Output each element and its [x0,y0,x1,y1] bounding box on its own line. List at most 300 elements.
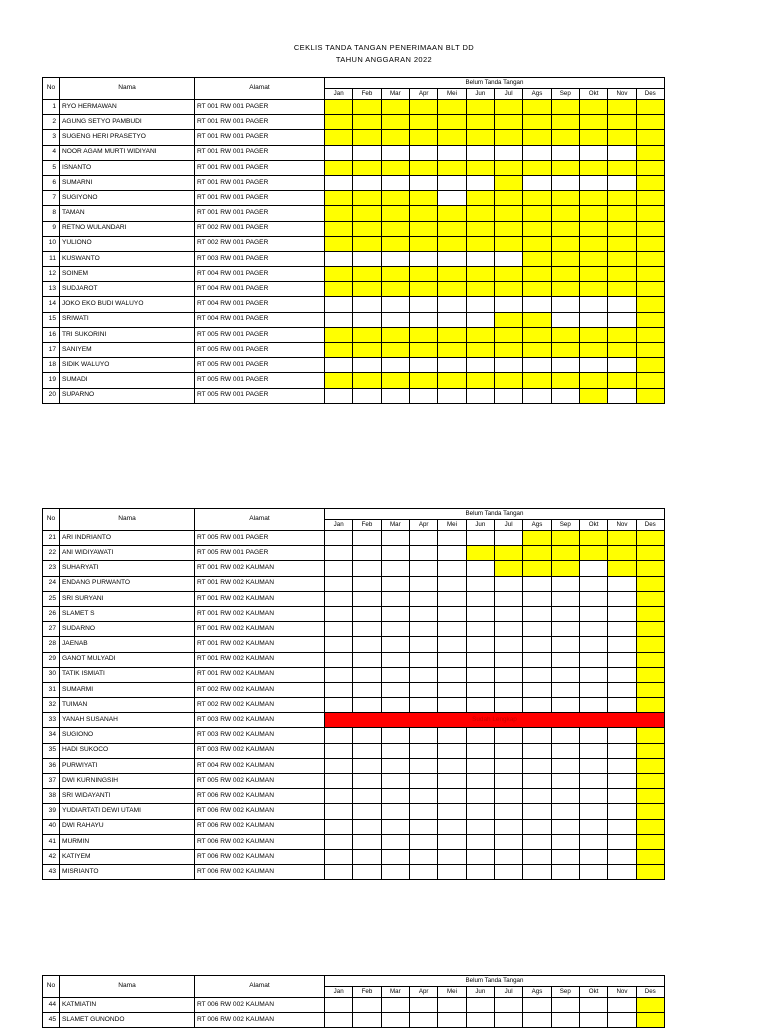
month-cell-highlighted [325,267,353,282]
month-cell-highlighted [353,343,381,358]
row-address: RT 005 RW 001 PAGER [195,531,325,546]
header-month: Okt [579,520,607,531]
month-cell [325,388,353,403]
month-cell [466,728,494,743]
month-cell-highlighted [353,373,381,388]
month-cell [551,698,579,713]
month-cell-highlighted [551,191,579,206]
month-cell [409,1013,437,1028]
row-number: 27 [43,622,60,637]
month-cell [353,637,381,652]
month-cell-highlighted [636,682,664,697]
table-row [43,804,665,819]
month-cell [353,251,381,266]
month-cell-highlighted [551,546,579,561]
month-cell-highlighted [636,774,664,789]
month-cell [438,728,466,743]
row-address: RT 006 RW 002 KAUMAN [195,804,325,819]
month-cell-highlighted [409,191,437,206]
month-cell [353,789,381,804]
month-cell [381,819,409,834]
row-address: RT 002 RW 001 PAGER [195,236,325,251]
month-cell [438,667,466,682]
month-cell [438,1013,466,1028]
table-row [43,100,665,115]
month-cell [551,743,579,758]
month-cell-highlighted [636,743,664,758]
month-cell [353,606,381,621]
table-row [43,622,665,637]
month-cell [466,789,494,804]
month-cell [608,637,636,652]
month-cell-highlighted [494,312,522,327]
month-cell-highlighted [608,267,636,282]
month-cell-highlighted [579,267,607,282]
month-cell [608,388,636,403]
row-number: 44 [43,998,60,1013]
month-cell-highlighted [325,115,353,130]
month-cell [494,1013,522,1028]
month-cell [381,743,409,758]
row-number: 24 [43,576,60,591]
table-row [43,789,665,804]
month-cell-highlighted [579,115,607,130]
month-cell [381,758,409,773]
table-row [43,834,665,849]
row-number: 31 [43,682,60,697]
month-cell [494,606,522,621]
month-cell [325,682,353,697]
table-row [43,652,665,667]
row-address: RT 004 RW 001 PAGER [195,297,325,312]
month-cell [409,849,437,864]
month-cell [438,388,466,403]
table-row [43,713,665,728]
row-number: 25 [43,591,60,606]
month-cell [466,561,494,576]
month-cell-highlighted [353,115,381,130]
month-cell [353,388,381,403]
row-name: SRI SURYANI [60,591,195,606]
month-cell [409,388,437,403]
month-cell [438,622,466,637]
row-address: RT 001 RW 002 KAUMAN [195,561,325,576]
month-cell-highlighted [579,130,607,145]
month-cell-highlighted [325,206,353,221]
month-cell [409,865,437,880]
month-cell [438,191,466,206]
month-cell-highlighted [608,221,636,236]
month-cell [466,312,494,327]
month-cell-highlighted [494,221,522,236]
month-cell-highlighted [325,100,353,115]
month-cell [353,682,381,697]
row-address: RT 006 RW 002 KAUMAN [195,865,325,880]
month-cell [438,251,466,266]
month-cell-highlighted [494,561,522,576]
table-row [43,591,665,606]
month-cell [381,312,409,327]
month-cell-highlighted [494,546,522,561]
month-cell-highlighted [636,100,664,115]
month-cell [579,865,607,880]
month-cell-highlighted [409,221,437,236]
row-address: RT 005 RW 001 PAGER [195,343,325,358]
month-cell [353,834,381,849]
month-cell-highlighted [409,130,437,145]
month-cell [381,834,409,849]
month-cell [494,667,522,682]
row-number: 10 [43,236,60,251]
document-subtitle: TAHUN ANGGARAN 2022 [335,55,433,64]
month-cell [325,774,353,789]
table-row [43,1013,665,1028]
month-cell-highlighted [636,145,664,160]
month-cell-highlighted [523,312,551,327]
month-cell [579,698,607,713]
row-number: 20 [43,388,60,403]
month-cell [381,849,409,864]
month-cell [466,145,494,160]
row-address: RT 001 RW 002 KAUMAN [195,652,325,667]
month-cell [466,758,494,773]
month-cell-highlighted [438,343,466,358]
month-cell [608,804,636,819]
month-cell [608,743,636,758]
month-cell [523,637,551,652]
month-cell [494,819,522,834]
month-cell [438,591,466,606]
month-cell [438,804,466,819]
month-cell-highlighted [494,175,522,190]
month-cell-highlighted [579,251,607,266]
month-cell [494,728,522,743]
month-cell-highlighted [494,343,522,358]
month-cell [409,682,437,697]
month-cell [608,698,636,713]
row-number: 37 [43,774,60,789]
month-cell-highlighted [636,606,664,621]
row-name: ANI WIDIYAWATI [60,546,195,561]
month-cell [579,682,607,697]
month-cell [494,358,522,373]
month-cell-highlighted [608,282,636,297]
month-cell [523,576,551,591]
month-cell [523,667,551,682]
row-number: 38 [43,789,60,804]
header-month: Mar [381,520,409,531]
table-row [43,698,665,713]
month-cell [409,774,437,789]
month-cell [608,175,636,190]
month-cell [325,998,353,1013]
row-number: 32 [43,698,60,713]
month-cell [523,1013,551,1028]
header-month: Sep [551,987,579,998]
month-cell [353,698,381,713]
row-number: 9 [43,221,60,236]
month-cell [466,698,494,713]
month-cell [466,743,494,758]
month-cell-highlighted [438,267,466,282]
month-cell [551,865,579,880]
month-cell [353,998,381,1013]
month-cell [608,591,636,606]
row-address: RT 001 RW 001 PAGER [195,115,325,130]
month-cell [466,804,494,819]
row-number: 7 [43,191,60,206]
month-cell [381,804,409,819]
month-cell-highlighted [636,667,664,682]
month-cell [608,998,636,1013]
row-name: SUDARNO [60,622,195,637]
month-cell [353,804,381,819]
month-cell [325,834,353,849]
month-cell-highlighted [523,100,551,115]
month-cell-highlighted [466,130,494,145]
row-name: TUIMAN [60,698,195,713]
month-cell [409,743,437,758]
month-cell [523,145,551,160]
month-cell-highlighted [523,267,551,282]
header-month: Feb [353,987,381,998]
row-number: 35 [43,743,60,758]
month-cell [409,561,437,576]
row-address: RT 001 RW 002 KAUMAN [195,622,325,637]
month-cell-highlighted [438,282,466,297]
month-cell [409,531,437,546]
month-cell [494,789,522,804]
month-cell-highlighted [325,282,353,297]
month-cell-highlighted [608,191,636,206]
header-month: Apr [409,89,437,100]
row-name: JAENAB [60,637,195,652]
month-cell [381,637,409,652]
month-cell [381,789,409,804]
month-cell [579,998,607,1013]
row-address: RT 006 RW 002 KAUMAN [195,1013,325,1028]
month-cell-highlighted [636,834,664,849]
row-address: RT 004 RW 001 PAGER [195,267,325,282]
header-month: Jul [494,89,522,100]
month-cell-highlighted [579,546,607,561]
row-name: SUMADI [60,373,195,388]
month-cell-highlighted [494,282,522,297]
month-cell [381,561,409,576]
month-cell [494,743,522,758]
row-number: 1 [43,100,60,115]
month-cell [523,682,551,697]
month-cell-highlighted [325,236,353,251]
table-row [43,191,665,206]
month-cell-highlighted [466,267,494,282]
month-cell-highlighted [551,100,579,115]
table-header-row [43,509,665,520]
month-cell [608,576,636,591]
month-cell-highlighted [636,531,664,546]
table-row [43,327,665,342]
month-cell [551,652,579,667]
month-cell [353,358,381,373]
month-cell-highlighted [608,130,636,145]
header-month: Jan [325,520,353,531]
row-name: RYO HERMAWAN [60,100,195,115]
header-month: Des [636,89,664,100]
header-month: Jun [466,987,494,998]
header-month: Nov [608,987,636,998]
header-month: Apr [409,520,437,531]
table-row [43,849,665,864]
row-address: RT 006 RW 002 KAUMAN [195,998,325,1013]
month-cell [466,849,494,864]
month-cell [523,388,551,403]
month-cell-highlighted [409,373,437,388]
month-cell-highlighted [494,373,522,388]
table-row [43,758,665,773]
month-cell [325,622,353,637]
month-cell-highlighted [381,160,409,175]
row-status-note: Sudah Lengkap [325,713,665,728]
month-cell-highlighted [438,236,466,251]
month-cell [381,251,409,266]
month-cell [466,622,494,637]
table-row [43,682,665,697]
month-cell [438,297,466,312]
table-row [43,998,665,1013]
month-cell-highlighted [636,221,664,236]
row-number: 4 [43,145,60,160]
month-cell-highlighted [381,221,409,236]
row-number: 26 [43,606,60,621]
row-address: RT 005 RW 001 PAGER [195,373,325,388]
month-cell-highlighted [636,728,664,743]
month-cell-highlighted [409,115,437,130]
month-cell-highlighted [353,267,381,282]
row-number: 34 [43,728,60,743]
month-cell [438,849,466,864]
month-cell-highlighted [466,282,494,297]
month-cell-highlighted [636,160,664,175]
month-cell-highlighted [523,282,551,297]
month-cell [466,667,494,682]
month-cell [466,819,494,834]
row-address: RT 003 RW 002 KAUMAN [195,713,325,728]
header-alamat: Alamat [195,976,325,998]
month-cell [523,622,551,637]
month-cell [608,667,636,682]
header-month: Mei [438,520,466,531]
row-number: 3 [43,130,60,145]
month-cell [353,591,381,606]
row-address: RT 003 RW 002 KAUMAN [195,743,325,758]
month-cell-highlighted [608,531,636,546]
month-cell [466,652,494,667]
month-cell [325,591,353,606]
row-address: RT 001 RW 002 KAUMAN [195,667,325,682]
month-cell [409,637,437,652]
month-cell [579,175,607,190]
month-cell-highlighted [636,191,664,206]
month-cell [551,834,579,849]
month-cell [438,774,466,789]
month-cell [438,789,466,804]
month-cell [523,789,551,804]
month-cell-highlighted [579,388,607,403]
row-number: 36 [43,758,60,773]
table-row [43,297,665,312]
month-cell-highlighted [381,236,409,251]
month-cell [381,546,409,561]
row-address: RT 005 RW 001 PAGER [195,546,325,561]
month-cell [579,312,607,327]
month-cell [523,819,551,834]
row-name: NOOR AGAM MURTI WIDIYANI [60,145,195,160]
month-cell [409,251,437,266]
month-cell-highlighted [409,282,437,297]
month-cell [353,576,381,591]
row-name: SUMARMI [60,682,195,697]
row-name: SRI WIDAYANTI [60,789,195,804]
month-cell-highlighted [608,251,636,266]
month-cell-highlighted [353,327,381,342]
header-nama: Nama [60,976,195,998]
month-cell [381,622,409,637]
header-month: Okt [579,987,607,998]
month-cell [608,682,636,697]
month-cell-highlighted [636,282,664,297]
table-header-row [43,976,665,987]
month-cell [608,622,636,637]
month-cell [353,819,381,834]
table-row [43,728,665,743]
month-cell [579,637,607,652]
header-no: No [43,509,60,531]
month-cell-highlighted [636,865,664,880]
row-name: TATIK ISMIATI [60,667,195,682]
month-cell-highlighted [551,531,579,546]
month-cell [608,297,636,312]
month-cell-highlighted [551,282,579,297]
month-cell-highlighted [523,531,551,546]
month-cell [494,804,522,819]
month-cell-highlighted [636,130,664,145]
month-cell [438,758,466,773]
month-cell-highlighted [523,160,551,175]
month-cell-highlighted [636,1013,664,1028]
row-number: 2 [43,115,60,130]
row-address: RT 003 RW 001 PAGER [195,251,325,266]
month-cell [494,145,522,160]
table-row [43,160,665,175]
header-month: Jan [325,89,353,100]
month-cell [438,606,466,621]
month-cell [466,576,494,591]
month-cell [353,531,381,546]
month-cell [381,774,409,789]
header-month: Apr [409,987,437,998]
month-cell [409,698,437,713]
month-cell [608,652,636,667]
month-cell-highlighted [636,115,664,130]
month-cell-highlighted [409,100,437,115]
month-cell-highlighted [438,206,466,221]
month-cell-highlighted [636,849,664,864]
month-cell [325,865,353,880]
row-name: SUPARNO [60,388,195,403]
month-cell [438,698,466,713]
row-address: RT 001 RW 002 KAUMAN [195,637,325,652]
month-cell [608,145,636,160]
